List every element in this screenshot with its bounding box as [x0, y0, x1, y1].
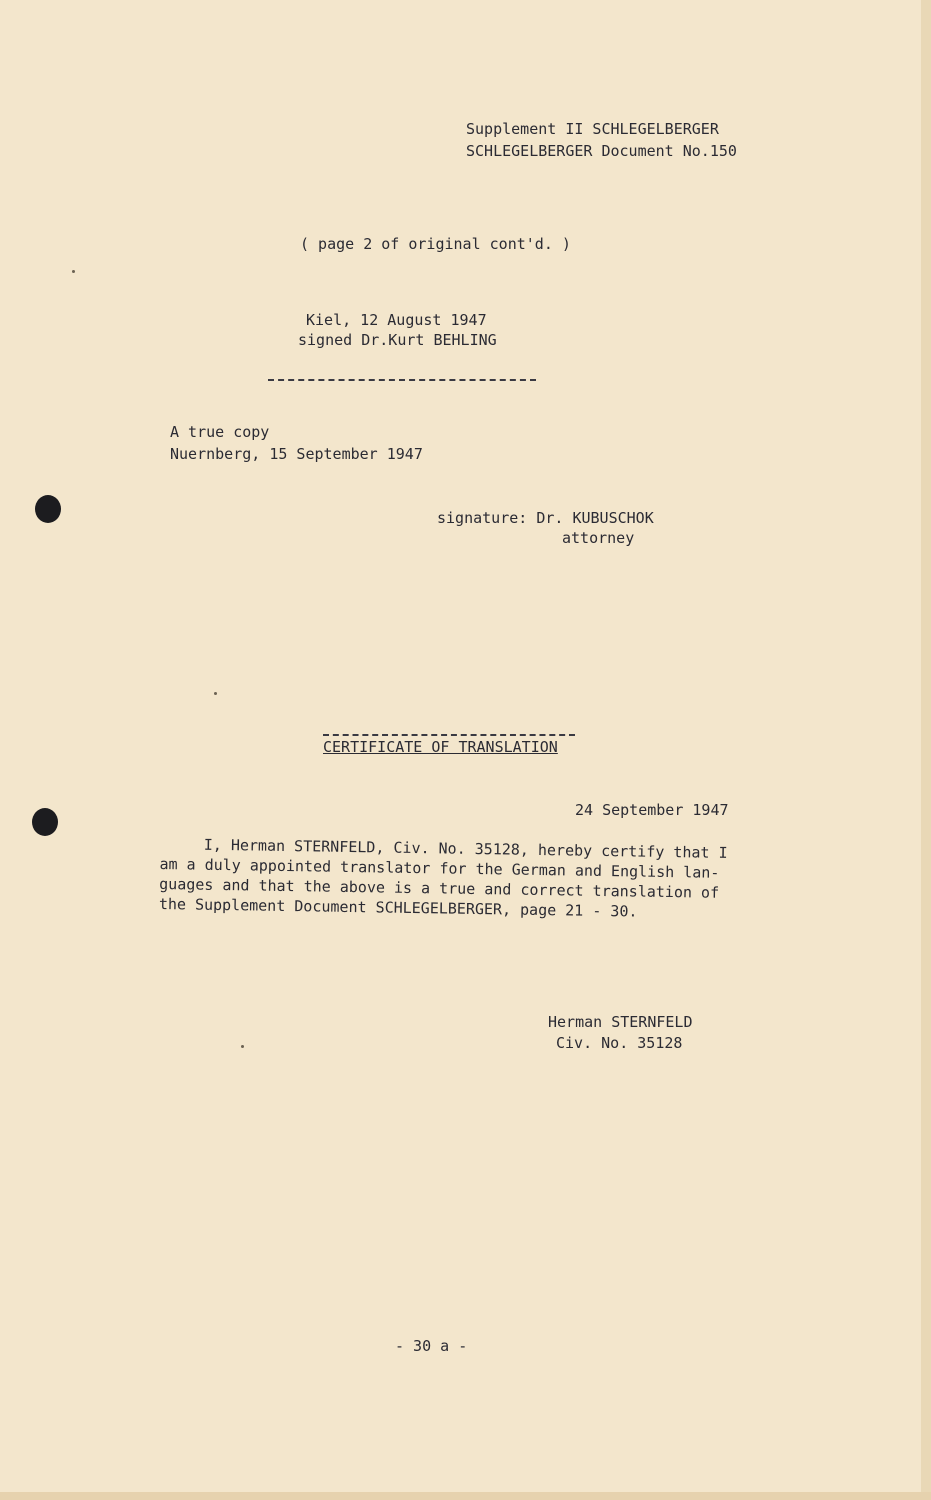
continuation-note: ( page 2 of original cont'd. )	[300, 235, 571, 253]
separator-dashes	[268, 379, 536, 381]
paper-speck	[241, 1045, 244, 1048]
heading-overline-dashes	[323, 734, 575, 736]
page-edge-bottom	[0, 1492, 931, 1500]
certificate-body-line: the Supplement Document SCHLEGELBERGER, page 21 - 30.	[158, 894, 638, 921]
punch-hole-lower	[32, 808, 58, 836]
certificate-body-line: I, Herman STERNFELD, Civ. No. 35128, hereby certify that I	[203, 835, 728, 862]
certificate-body	[159, 834, 728, 923]
punch-hole-upper	[35, 495, 61, 523]
attorney-title: attorney	[562, 529, 635, 547]
certificate-date: 24 September 1947	[575, 801, 729, 819]
translator-name: Herman STERNFELD	[548, 1013, 693, 1031]
true-copy-place-date: Nuernberg, 15 September 1947	[170, 445, 423, 463]
document-header-line2: SCHLEGELBERGER Document No.150	[466, 142, 737, 160]
translator-civ-no: Civ. No. 35128	[556, 1034, 683, 1052]
signed-line: signed Dr.Kurt BEHLING	[298, 331, 497, 349]
certificate-body-line: guages and that the above is a true and correct translation of	[159, 874, 720, 902]
page-number: - 30 a -	[395, 1337, 468, 1355]
page-edge-right	[921, 0, 931, 1500]
place-date-line: Kiel, 12 August 1947	[306, 311, 487, 329]
true-copy-line: A true copy	[170, 423, 270, 441]
certificate-heading: CERTIFICATE OF TRANSLATION	[323, 738, 558, 756]
attorney-signature-line: signature: Dr. KUBUSCHOK	[437, 509, 654, 527]
certificate-body-line: am a duly appointed translator for the German and English lan-	[159, 854, 720, 882]
paper-speck	[214, 692, 217, 695]
paper-speck	[72, 270, 75, 273]
document-header-line1: Supplement II SCHLEGELBERGER	[466, 120, 719, 138]
